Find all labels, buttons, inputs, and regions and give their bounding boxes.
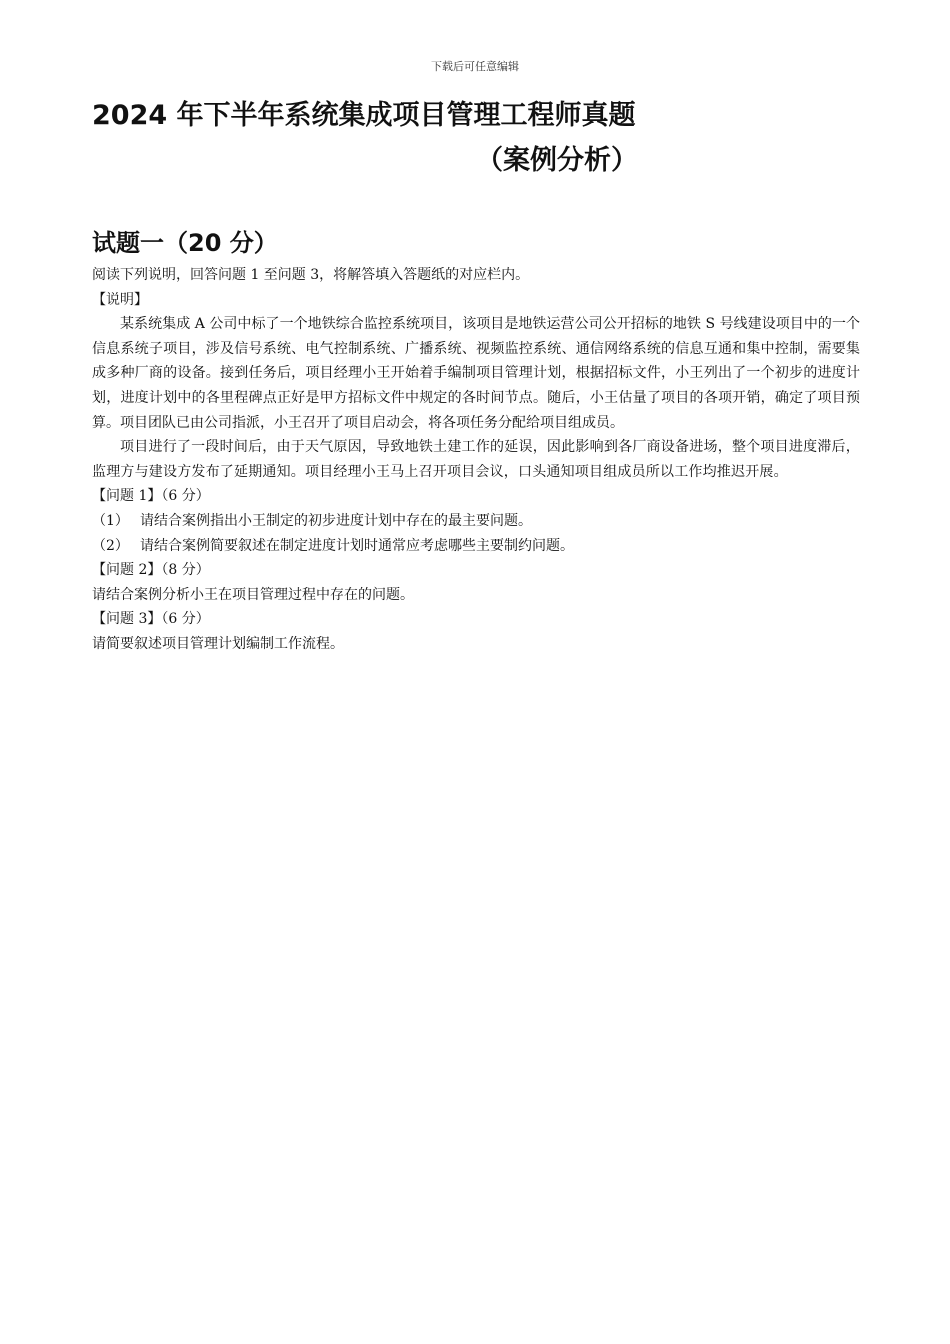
sub-question-3-label: 【问题 3】（6 分） bbox=[92, 611, 210, 628]
sub-question-1-label: 【问题 1】（6 分） bbox=[92, 488, 210, 505]
header-note: 下载后可任意编辑 bbox=[431, 60, 519, 73]
item-text: 请结合案例指出小王制定的初步进度计划中存在的最主要问题。 bbox=[140, 512, 532, 529]
question-body bbox=[92, 263, 860, 657]
document-title: 2024 年下半年系统集成项目管理工程师真题 bbox=[92, 100, 636, 131]
question-heading: 试题一（20 分） bbox=[92, 229, 278, 257]
document-subtitle: （案例分析） bbox=[476, 145, 638, 176]
item-number: （2） bbox=[92, 537, 129, 554]
explain-paragraph-1: 某系统集成 A 公司中标了一个地铁综合监控系统项目，该项目是地铁运营公司公开招标的地铁 S 号线建设项目中的一个信息系统子项目，涉及信号系统、电气控制系统、广播系统、视频监控系统、通信网络系统的信息互通和集中控制，需要集成多种厂商的设备。接到任务后，项目经理小王开始着手编制项目管理计划，根据招标文件，小王列出了一个初步的进度计划，进度计划中的各里程碑点正好是甲方招标文件中规定的各时间节点。随后，小王估量了项目的各项开销，确定了项目预算。项目团队已由公司指派，小王召开了项目启动会，将各项任务分配给项目组成员。 bbox=[92, 316, 860, 431]
sub-question-1-item bbox=[92, 509, 860, 534]
sub-question-2-label: 【问题 2】（8 分） bbox=[92, 562, 210, 579]
explain-label: 【说明】 bbox=[92, 291, 148, 308]
sub-question-3-text: 请简要叙述项目管理计划编制工作流程。 bbox=[92, 635, 344, 652]
sub-question-1-item bbox=[92, 534, 860, 559]
instruction-text: 阅读下列说明，回答问题 1 至问题 3，将解答填入答题纸的对应栏内。 bbox=[92, 267, 530, 283]
explain-paragraph-2: 项目进行了一段时间后，由于天气原因，导致地铁土建工作的延误，因此影响到各厂商设备进场，整个项目进度滞后，监理方与建设方发布了延期通知。项目经理小王马上召开项目会议，口头通知项目组成员所以工作均推迟开展。 bbox=[92, 439, 860, 480]
sub-question-2-text: 请结合案例分析小王在项目管理过程中存在的问题。 bbox=[92, 586, 414, 603]
item-number: （1） bbox=[92, 512, 129, 529]
item-text: 请结合案例简要叙述在制定进度计划时通常应考虑哪些主要制约问题。 bbox=[140, 537, 574, 554]
